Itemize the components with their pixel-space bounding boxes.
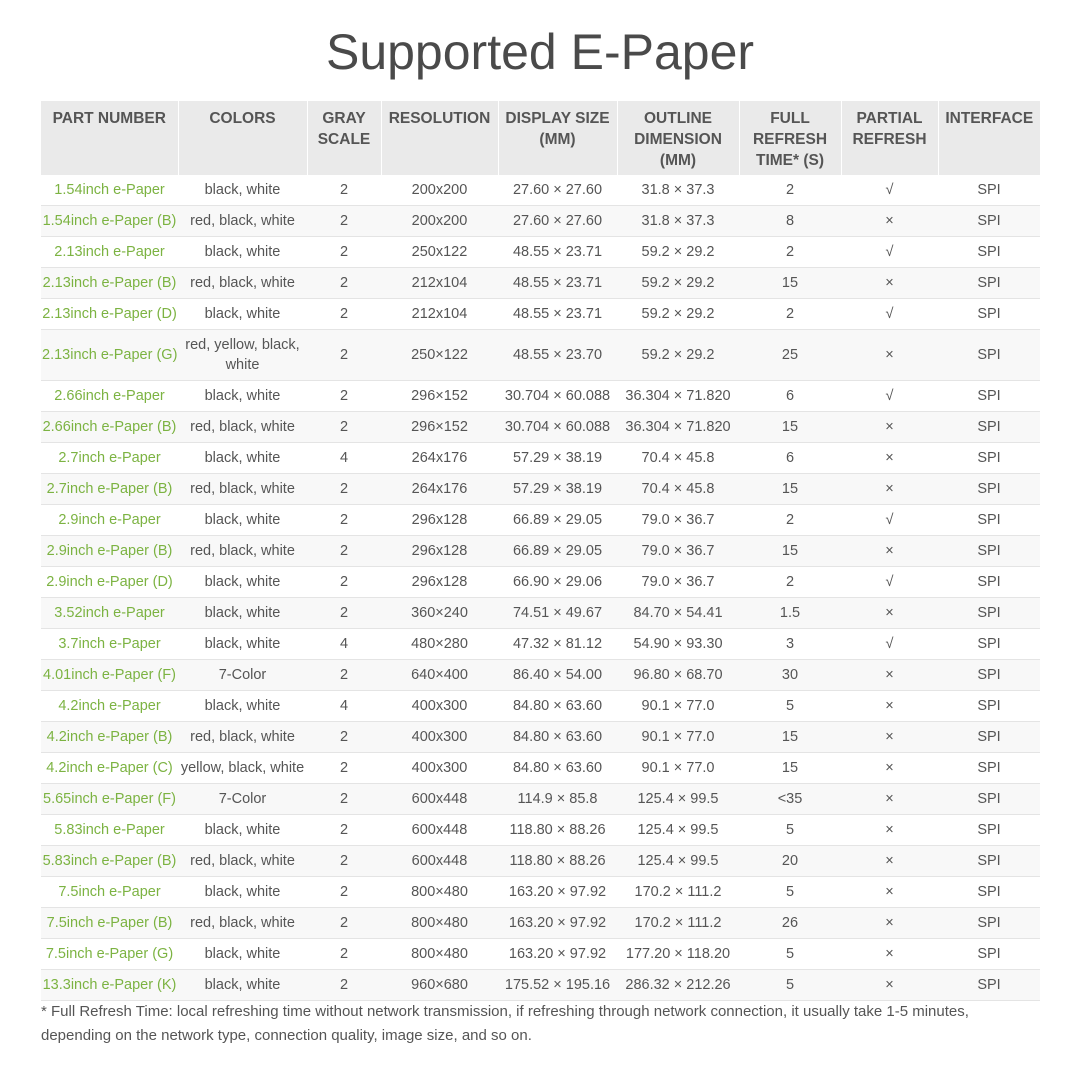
cell-partial-refresh: × bbox=[841, 443, 938, 474]
cell-colors: black, white bbox=[178, 598, 307, 629]
cell-part-number[interactable]: 7.5inch e-Paper (G) bbox=[41, 939, 178, 970]
cell-part-number[interactable]: 2.66inch e-Paper bbox=[41, 381, 178, 412]
cell-part-number[interactable]: 2.66inch e-Paper (B) bbox=[41, 412, 178, 443]
cell-outline-dimension: 177.20 × 118.20 bbox=[617, 939, 739, 970]
cell-interface: SPI bbox=[938, 412, 1040, 443]
cell-part-number[interactable]: 1.54inch e-Paper (B) bbox=[41, 206, 178, 237]
cell-colors: red, black, white bbox=[178, 536, 307, 567]
header-colors: COLORS bbox=[178, 101, 307, 175]
cell-full-refresh-time: 15 bbox=[739, 722, 841, 753]
cell-outline-dimension: 59.2 × 29.2 bbox=[617, 268, 739, 299]
header-resolution: RESOLUTION bbox=[381, 101, 498, 175]
cell-part-number[interactable]: 2.13inch e-Paper (D) bbox=[41, 299, 178, 330]
cell-outline-dimension: 36.304 × 71.820 bbox=[617, 381, 739, 412]
cell-part-number[interactable]: 2.13inch e-Paper bbox=[41, 237, 178, 268]
cell-gray-scale: 2 bbox=[307, 412, 381, 443]
cell-partial-refresh: × bbox=[841, 660, 938, 691]
cell-interface: SPI bbox=[938, 474, 1040, 505]
cell-interface: SPI bbox=[938, 970, 1040, 1001]
cell-gray-scale: 2 bbox=[307, 299, 381, 330]
cell-colors: black, white bbox=[178, 443, 307, 474]
cell-full-refresh-time: 15 bbox=[739, 474, 841, 505]
cell-colors: black, white bbox=[178, 381, 307, 412]
cell-partial-refresh: √ bbox=[841, 629, 938, 660]
table-row bbox=[41, 330, 1040, 381]
cell-interface: SPI bbox=[938, 175, 1040, 206]
cell-resolution: 296x128 bbox=[381, 505, 498, 536]
cell-resolution: 264x176 bbox=[381, 443, 498, 474]
table-row bbox=[41, 939, 1040, 970]
table-row bbox=[41, 268, 1040, 299]
cell-resolution: 264x176 bbox=[381, 474, 498, 505]
cell-colors: red, black, white bbox=[178, 206, 307, 237]
cell-display-size: 118.80 × 88.26 bbox=[498, 846, 617, 877]
cell-full-refresh-time: 5 bbox=[739, 877, 841, 908]
cell-full-refresh-time: 30 bbox=[739, 660, 841, 691]
cell-interface: SPI bbox=[938, 381, 1040, 412]
cell-interface: SPI bbox=[938, 443, 1040, 474]
cell-part-number[interactable]: 2.13inch e-Paper (G) bbox=[41, 330, 178, 381]
cell-display-size: 163.20 × 97.92 bbox=[498, 939, 617, 970]
cell-outline-dimension: 125.4 × 99.5 bbox=[617, 846, 739, 877]
cell-interface: SPI bbox=[938, 877, 1040, 908]
cell-partial-refresh: √ bbox=[841, 175, 938, 206]
cell-full-refresh-time: 8 bbox=[739, 206, 841, 237]
cell-part-number[interactable]: 2.7inch e-Paper bbox=[41, 443, 178, 474]
cell-full-refresh-time: <35 bbox=[739, 784, 841, 815]
cell-display-size: 66.89 × 29.05 bbox=[498, 505, 617, 536]
cell-outline-dimension: 70.4 × 45.8 bbox=[617, 474, 739, 505]
cell-partial-refresh: × bbox=[841, 722, 938, 753]
cell-partial-refresh: √ bbox=[841, 567, 938, 598]
cell-display-size: 48.55 × 23.70 bbox=[498, 330, 617, 381]
cell-part-number[interactable]: 13.3inch e-Paper (K) bbox=[41, 970, 178, 1001]
header-part-number: PART NUMBER bbox=[41, 101, 178, 175]
table-row bbox=[41, 815, 1040, 846]
cell-colors: red, black, white bbox=[178, 412, 307, 443]
cell-part-number[interactable]: 7.5inch e-Paper bbox=[41, 877, 178, 908]
cell-display-size: 175.52 × 195.16 bbox=[498, 970, 617, 1001]
cell-part-number[interactable]: 4.2inch e-Paper bbox=[41, 691, 178, 722]
cell-resolution: 296x128 bbox=[381, 567, 498, 598]
cell-resolution: 800×480 bbox=[381, 939, 498, 970]
cell-part-number[interactable]: 3.7inch e-Paper bbox=[41, 629, 178, 660]
cell-partial-refresh: × bbox=[841, 691, 938, 722]
cell-full-refresh-time: 15 bbox=[739, 536, 841, 567]
cell-gray-scale: 2 bbox=[307, 846, 381, 877]
table-row bbox=[41, 784, 1040, 815]
cell-display-size: 48.55 × 23.71 bbox=[498, 268, 617, 299]
cell-gray-scale: 2 bbox=[307, 268, 381, 299]
cell-part-number[interactable]: 4.2inch e-Paper (B) bbox=[41, 722, 178, 753]
cell-part-number[interactable]: 4.2inch e-Paper (C) bbox=[41, 753, 178, 784]
header-display-size: DISPLAY SIZE (MM) bbox=[498, 101, 617, 175]
cell-gray-scale: 2 bbox=[307, 175, 381, 206]
cell-resolution: 360×240 bbox=[381, 598, 498, 629]
table-row bbox=[41, 598, 1040, 629]
table-row bbox=[41, 237, 1040, 268]
cell-display-size: 86.40 × 54.00 bbox=[498, 660, 617, 691]
table-row bbox=[41, 381, 1040, 412]
table-row bbox=[41, 474, 1040, 505]
cell-resolution: 296x128 bbox=[381, 536, 498, 567]
cell-outline-dimension: 170.2 × 111.2 bbox=[617, 908, 739, 939]
cell-resolution: 400x300 bbox=[381, 722, 498, 753]
cell-resolution: 212x104 bbox=[381, 268, 498, 299]
cell-part-number[interactable]: 5.65inch e-Paper (F) bbox=[41, 784, 178, 815]
cell-gray-scale: 2 bbox=[307, 598, 381, 629]
cell-resolution: 800×480 bbox=[381, 877, 498, 908]
table-header-row bbox=[41, 101, 1040, 175]
cell-outline-dimension: 286.32 × 212.26 bbox=[617, 970, 739, 1001]
cell-resolution: 200x200 bbox=[381, 175, 498, 206]
cell-resolution: 400x300 bbox=[381, 691, 498, 722]
cell-display-size: 27.60 × 27.60 bbox=[498, 206, 617, 237]
cell-gray-scale: 2 bbox=[307, 474, 381, 505]
cell-full-refresh-time: 15 bbox=[739, 753, 841, 784]
cell-partial-refresh: × bbox=[841, 970, 938, 1001]
cell-part-number[interactable]: 2.9inch e-Paper (B) bbox=[41, 536, 178, 567]
cell-colors: black, white bbox=[178, 939, 307, 970]
table-row bbox=[41, 536, 1040, 567]
cell-outline-dimension: 59.2 × 29.2 bbox=[617, 330, 739, 381]
cell-full-refresh-time: 26 bbox=[739, 908, 841, 939]
cell-interface: SPI bbox=[938, 299, 1040, 330]
cell-full-refresh-time: 20 bbox=[739, 846, 841, 877]
cell-outline-dimension: 79.0 × 36.7 bbox=[617, 567, 739, 598]
cell-outline-dimension: 84.70 × 54.41 bbox=[617, 598, 739, 629]
table-row bbox=[41, 908, 1040, 939]
cell-partial-refresh: × bbox=[841, 939, 938, 970]
cell-display-size: 66.90 × 29.06 bbox=[498, 567, 617, 598]
cell-gray-scale: 2 bbox=[307, 939, 381, 970]
cell-gray-scale: 4 bbox=[307, 443, 381, 474]
table-row bbox=[41, 299, 1040, 330]
cell-partial-refresh: × bbox=[841, 536, 938, 567]
cell-partial-refresh: × bbox=[841, 206, 938, 237]
cell-display-size: 47.32 × 81.12 bbox=[498, 629, 617, 660]
cell-gray-scale: 2 bbox=[307, 330, 381, 381]
cell-resolution: 296×152 bbox=[381, 412, 498, 443]
cell-gray-scale: 2 bbox=[307, 877, 381, 908]
cell-interface: SPI bbox=[938, 505, 1040, 536]
cell-interface: SPI bbox=[938, 846, 1040, 877]
cell-gray-scale: 2 bbox=[307, 237, 381, 268]
cell-full-refresh-time: 6 bbox=[739, 443, 841, 474]
cell-resolution: 250x122 bbox=[381, 237, 498, 268]
table-row bbox=[41, 660, 1040, 691]
header-gray-scale: GRAY SCALE bbox=[307, 101, 381, 175]
cell-partial-refresh: × bbox=[841, 268, 938, 299]
cell-partial-refresh: × bbox=[841, 846, 938, 877]
cell-resolution: 400x300 bbox=[381, 753, 498, 784]
cell-outline-dimension: 36.304 × 71.820 bbox=[617, 412, 739, 443]
cell-full-refresh-time: 2 bbox=[739, 299, 841, 330]
cell-interface: SPI bbox=[938, 629, 1040, 660]
cell-display-size: 30.704 × 60.088 bbox=[498, 412, 617, 443]
cell-colors: black, white bbox=[178, 299, 307, 330]
table-row bbox=[41, 505, 1040, 536]
cell-interface: SPI bbox=[938, 722, 1040, 753]
cell-colors: black, white bbox=[178, 567, 307, 598]
cell-gray-scale: 4 bbox=[307, 691, 381, 722]
cell-outline-dimension: 90.1 × 77.0 bbox=[617, 691, 739, 722]
cell-display-size: 27.60 × 27.60 bbox=[498, 175, 617, 206]
table-row bbox=[41, 877, 1040, 908]
cell-resolution: 640×400 bbox=[381, 660, 498, 691]
cell-partial-refresh: √ bbox=[841, 381, 938, 412]
cell-full-refresh-time: 1.5 bbox=[739, 598, 841, 629]
cell-display-size: 163.20 × 97.92 bbox=[498, 908, 617, 939]
cell-gray-scale: 2 bbox=[307, 722, 381, 753]
table-row bbox=[41, 753, 1040, 784]
cell-interface: SPI bbox=[938, 567, 1040, 598]
header-partial-refresh: PARTIAL REFRESH bbox=[841, 101, 938, 175]
cell-full-refresh-time: 5 bbox=[739, 691, 841, 722]
cell-partial-refresh: √ bbox=[841, 237, 938, 268]
cell-part-number[interactable]: 3.52inch e-Paper bbox=[41, 598, 178, 629]
cell-full-refresh-time: 15 bbox=[739, 268, 841, 299]
cell-full-refresh-time: 5 bbox=[739, 970, 841, 1001]
cell-interface: SPI bbox=[938, 598, 1040, 629]
cell-resolution: 600x448 bbox=[381, 815, 498, 846]
cell-colors: black, white bbox=[178, 877, 307, 908]
cell-full-refresh-time: 2 bbox=[739, 505, 841, 536]
cell-gray-scale: 2 bbox=[307, 753, 381, 784]
cell-colors: red, black, white bbox=[178, 474, 307, 505]
cell-outline-dimension: 59.2 × 29.2 bbox=[617, 299, 739, 330]
cell-interface: SPI bbox=[938, 237, 1040, 268]
cell-gray-scale: 2 bbox=[307, 505, 381, 536]
table-row bbox=[41, 206, 1040, 237]
cell-colors: black, white bbox=[178, 970, 307, 1001]
cell-partial-refresh: √ bbox=[841, 299, 938, 330]
cell-partial-refresh: × bbox=[841, 784, 938, 815]
cell-partial-refresh: × bbox=[841, 330, 938, 381]
cell-colors: red, black, white bbox=[178, 846, 307, 877]
cell-full-refresh-time: 2 bbox=[739, 237, 841, 268]
table-row bbox=[41, 691, 1040, 722]
cell-interface: SPI bbox=[938, 908, 1040, 939]
table-row bbox=[41, 175, 1040, 206]
cell-resolution: 200x200 bbox=[381, 206, 498, 237]
page-title: Supported E-Paper bbox=[325, 24, 755, 80]
table-row bbox=[41, 722, 1040, 753]
cell-gray-scale: 2 bbox=[307, 206, 381, 237]
cell-gray-scale: 4 bbox=[307, 629, 381, 660]
cell-colors: red, black, white bbox=[178, 722, 307, 753]
cell-interface: SPI bbox=[938, 268, 1040, 299]
cell-interface: SPI bbox=[938, 815, 1040, 846]
cell-gray-scale: 2 bbox=[307, 970, 381, 1001]
cell-display-size: 118.80 × 88.26 bbox=[498, 815, 617, 846]
cell-part-number[interactable]: 2.13inch e-Paper (B) bbox=[41, 268, 178, 299]
header-full-refresh-time: FULL REFRESH TIME* (S) bbox=[739, 101, 841, 175]
cell-display-size: 84.80 × 63.60 bbox=[498, 691, 617, 722]
cell-display-size: 30.704 × 60.088 bbox=[498, 381, 617, 412]
cell-colors: black, white bbox=[178, 691, 307, 722]
cell-full-refresh-time: 15 bbox=[739, 412, 841, 443]
cell-outline-dimension: 170.2 × 111.2 bbox=[617, 877, 739, 908]
cell-outline-dimension: 90.1 × 77.0 bbox=[617, 753, 739, 784]
cell-display-size: 48.55 × 23.71 bbox=[498, 237, 617, 268]
cell-display-size: 74.51 × 49.67 bbox=[498, 598, 617, 629]
cell-partial-refresh: × bbox=[841, 815, 938, 846]
cell-interface: SPI bbox=[938, 939, 1040, 970]
cell-part-number[interactable]: 2.9inch e-Paper bbox=[41, 505, 178, 536]
header-interface: INTERFACE bbox=[938, 101, 1040, 175]
cell-resolution: 960×680 bbox=[381, 970, 498, 1001]
cell-gray-scale: 2 bbox=[307, 536, 381, 567]
cell-interface: SPI bbox=[938, 536, 1040, 567]
table-row bbox=[41, 567, 1040, 598]
cell-gray-scale: 2 bbox=[307, 567, 381, 598]
cell-gray-scale: 2 bbox=[307, 815, 381, 846]
cell-part-number[interactable]: 4.01inch e-Paper (F) bbox=[41, 660, 178, 691]
cell-full-refresh-time: 2 bbox=[739, 567, 841, 598]
cell-outline-dimension: 90.1 × 77.0 bbox=[617, 722, 739, 753]
cell-outline-dimension: 59.2 × 29.2 bbox=[617, 237, 739, 268]
cell-part-number[interactable]: 2.9inch e-Paper (D) bbox=[41, 567, 178, 598]
cell-colors: black, white bbox=[178, 505, 307, 536]
table-row bbox=[41, 443, 1040, 474]
cell-full-refresh-time: 2 bbox=[739, 175, 841, 206]
cell-interface: SPI bbox=[938, 784, 1040, 815]
cell-full-refresh-time: 5 bbox=[739, 815, 841, 846]
cell-colors: 7-Color bbox=[178, 660, 307, 691]
footnote: * Full Refresh Time: local refreshing time without network transmission, if refreshing through network connection, it usually take 1-5 minutes, depending on the network type, connection quality, image size, and so on. bbox=[41, 1003, 969, 1044]
cell-interface: SPI bbox=[938, 660, 1040, 691]
cell-resolution: 800×480 bbox=[381, 908, 498, 939]
cell-resolution: 250×122 bbox=[381, 330, 498, 381]
cell-outline-dimension: 70.4 × 45.8 bbox=[617, 443, 739, 474]
epaper-table bbox=[41, 101, 1040, 1001]
cell-display-size: 114.9 × 85.8 bbox=[498, 784, 617, 815]
cell-partial-refresh: × bbox=[841, 598, 938, 629]
cell-resolution: 296×152 bbox=[381, 381, 498, 412]
cell-partial-refresh: √ bbox=[841, 505, 938, 536]
cell-outline-dimension: 79.0 × 36.7 bbox=[617, 536, 739, 567]
cell-resolution: 212x104 bbox=[381, 299, 498, 330]
cell-outline-dimension: 125.4 × 99.5 bbox=[617, 784, 739, 815]
cell-part-number[interactable]: 5.83inch e-Paper bbox=[41, 815, 178, 846]
cell-part-number[interactable]: 7.5inch e-Paper (B) bbox=[41, 908, 178, 939]
cell-colors: black, white bbox=[178, 175, 307, 206]
cell-gray-scale: 2 bbox=[307, 784, 381, 815]
cell-colors: red, black, white bbox=[178, 908, 307, 939]
cell-display-size: 48.55 × 23.71 bbox=[498, 299, 617, 330]
cell-display-size: 57.29 × 38.19 bbox=[498, 443, 617, 474]
table-row bbox=[41, 412, 1040, 443]
cell-display-size: 57.29 × 38.19 bbox=[498, 474, 617, 505]
cell-part-number[interactable]: 1.54inch e-Paper bbox=[41, 175, 178, 206]
cell-outline-dimension: 79.0 × 36.7 bbox=[617, 505, 739, 536]
cell-partial-refresh: × bbox=[841, 412, 938, 443]
cell-display-size: 163.20 × 97.92 bbox=[498, 877, 617, 908]
cell-colors: black, white bbox=[178, 237, 307, 268]
table-row bbox=[41, 970, 1040, 1001]
cell-display-size: 66.89 × 29.05 bbox=[498, 536, 617, 567]
cell-outline-dimension: 125.4 × 99.5 bbox=[617, 815, 739, 846]
table-row bbox=[41, 846, 1040, 877]
cell-full-refresh-time: 3 bbox=[739, 629, 841, 660]
cell-colors: black, white bbox=[178, 629, 307, 660]
cell-outline-dimension: 31.8 × 37.3 bbox=[617, 175, 739, 206]
cell-interface: SPI bbox=[938, 206, 1040, 237]
cell-colors: yellow, black, white bbox=[178, 753, 307, 784]
cell-outline-dimension: 31.8 × 37.3 bbox=[617, 206, 739, 237]
cell-partial-refresh: × bbox=[841, 753, 938, 784]
cell-interface: SPI bbox=[938, 330, 1040, 381]
cell-display-size: 84.80 × 63.60 bbox=[498, 722, 617, 753]
cell-part-number[interactable]: 5.83inch e-Paper (B) bbox=[41, 846, 178, 877]
cell-part-number[interactable]: 2.7inch e-Paper (B) bbox=[41, 474, 178, 505]
cell-colors: 7-Color bbox=[178, 784, 307, 815]
cell-colors: red, black, white bbox=[178, 268, 307, 299]
cell-resolution: 600x448 bbox=[381, 784, 498, 815]
cell-full-refresh-time: 25 bbox=[739, 330, 841, 381]
cell-interface: SPI bbox=[938, 753, 1040, 784]
cell-interface: SPI bbox=[938, 691, 1040, 722]
cell-outline-dimension: 54.90 × 93.30 bbox=[617, 629, 739, 660]
cell-display-size: 84.80 × 63.60 bbox=[498, 753, 617, 784]
header-outline-dimension: OUTLINE DIMENSION (MM) bbox=[617, 101, 739, 175]
cell-gray-scale: 2 bbox=[307, 908, 381, 939]
cell-partial-refresh: × bbox=[841, 908, 938, 939]
cell-partial-refresh: × bbox=[841, 877, 938, 908]
cell-colors: red, yellow, black, white bbox=[178, 330, 307, 381]
cell-full-refresh-time: 6 bbox=[739, 381, 841, 412]
cell-full-refresh-time: 5 bbox=[739, 939, 841, 970]
cell-gray-scale: 2 bbox=[307, 660, 381, 691]
cell-gray-scale: 2 bbox=[307, 381, 381, 412]
cell-colors: black, white bbox=[178, 815, 307, 846]
table-row bbox=[41, 629, 1040, 660]
cell-resolution: 600x448 bbox=[381, 846, 498, 877]
cell-resolution: 480×280 bbox=[381, 629, 498, 660]
cell-partial-refresh: × bbox=[841, 474, 938, 505]
cell-outline-dimension: 96.80 × 68.70 bbox=[617, 660, 739, 691]
